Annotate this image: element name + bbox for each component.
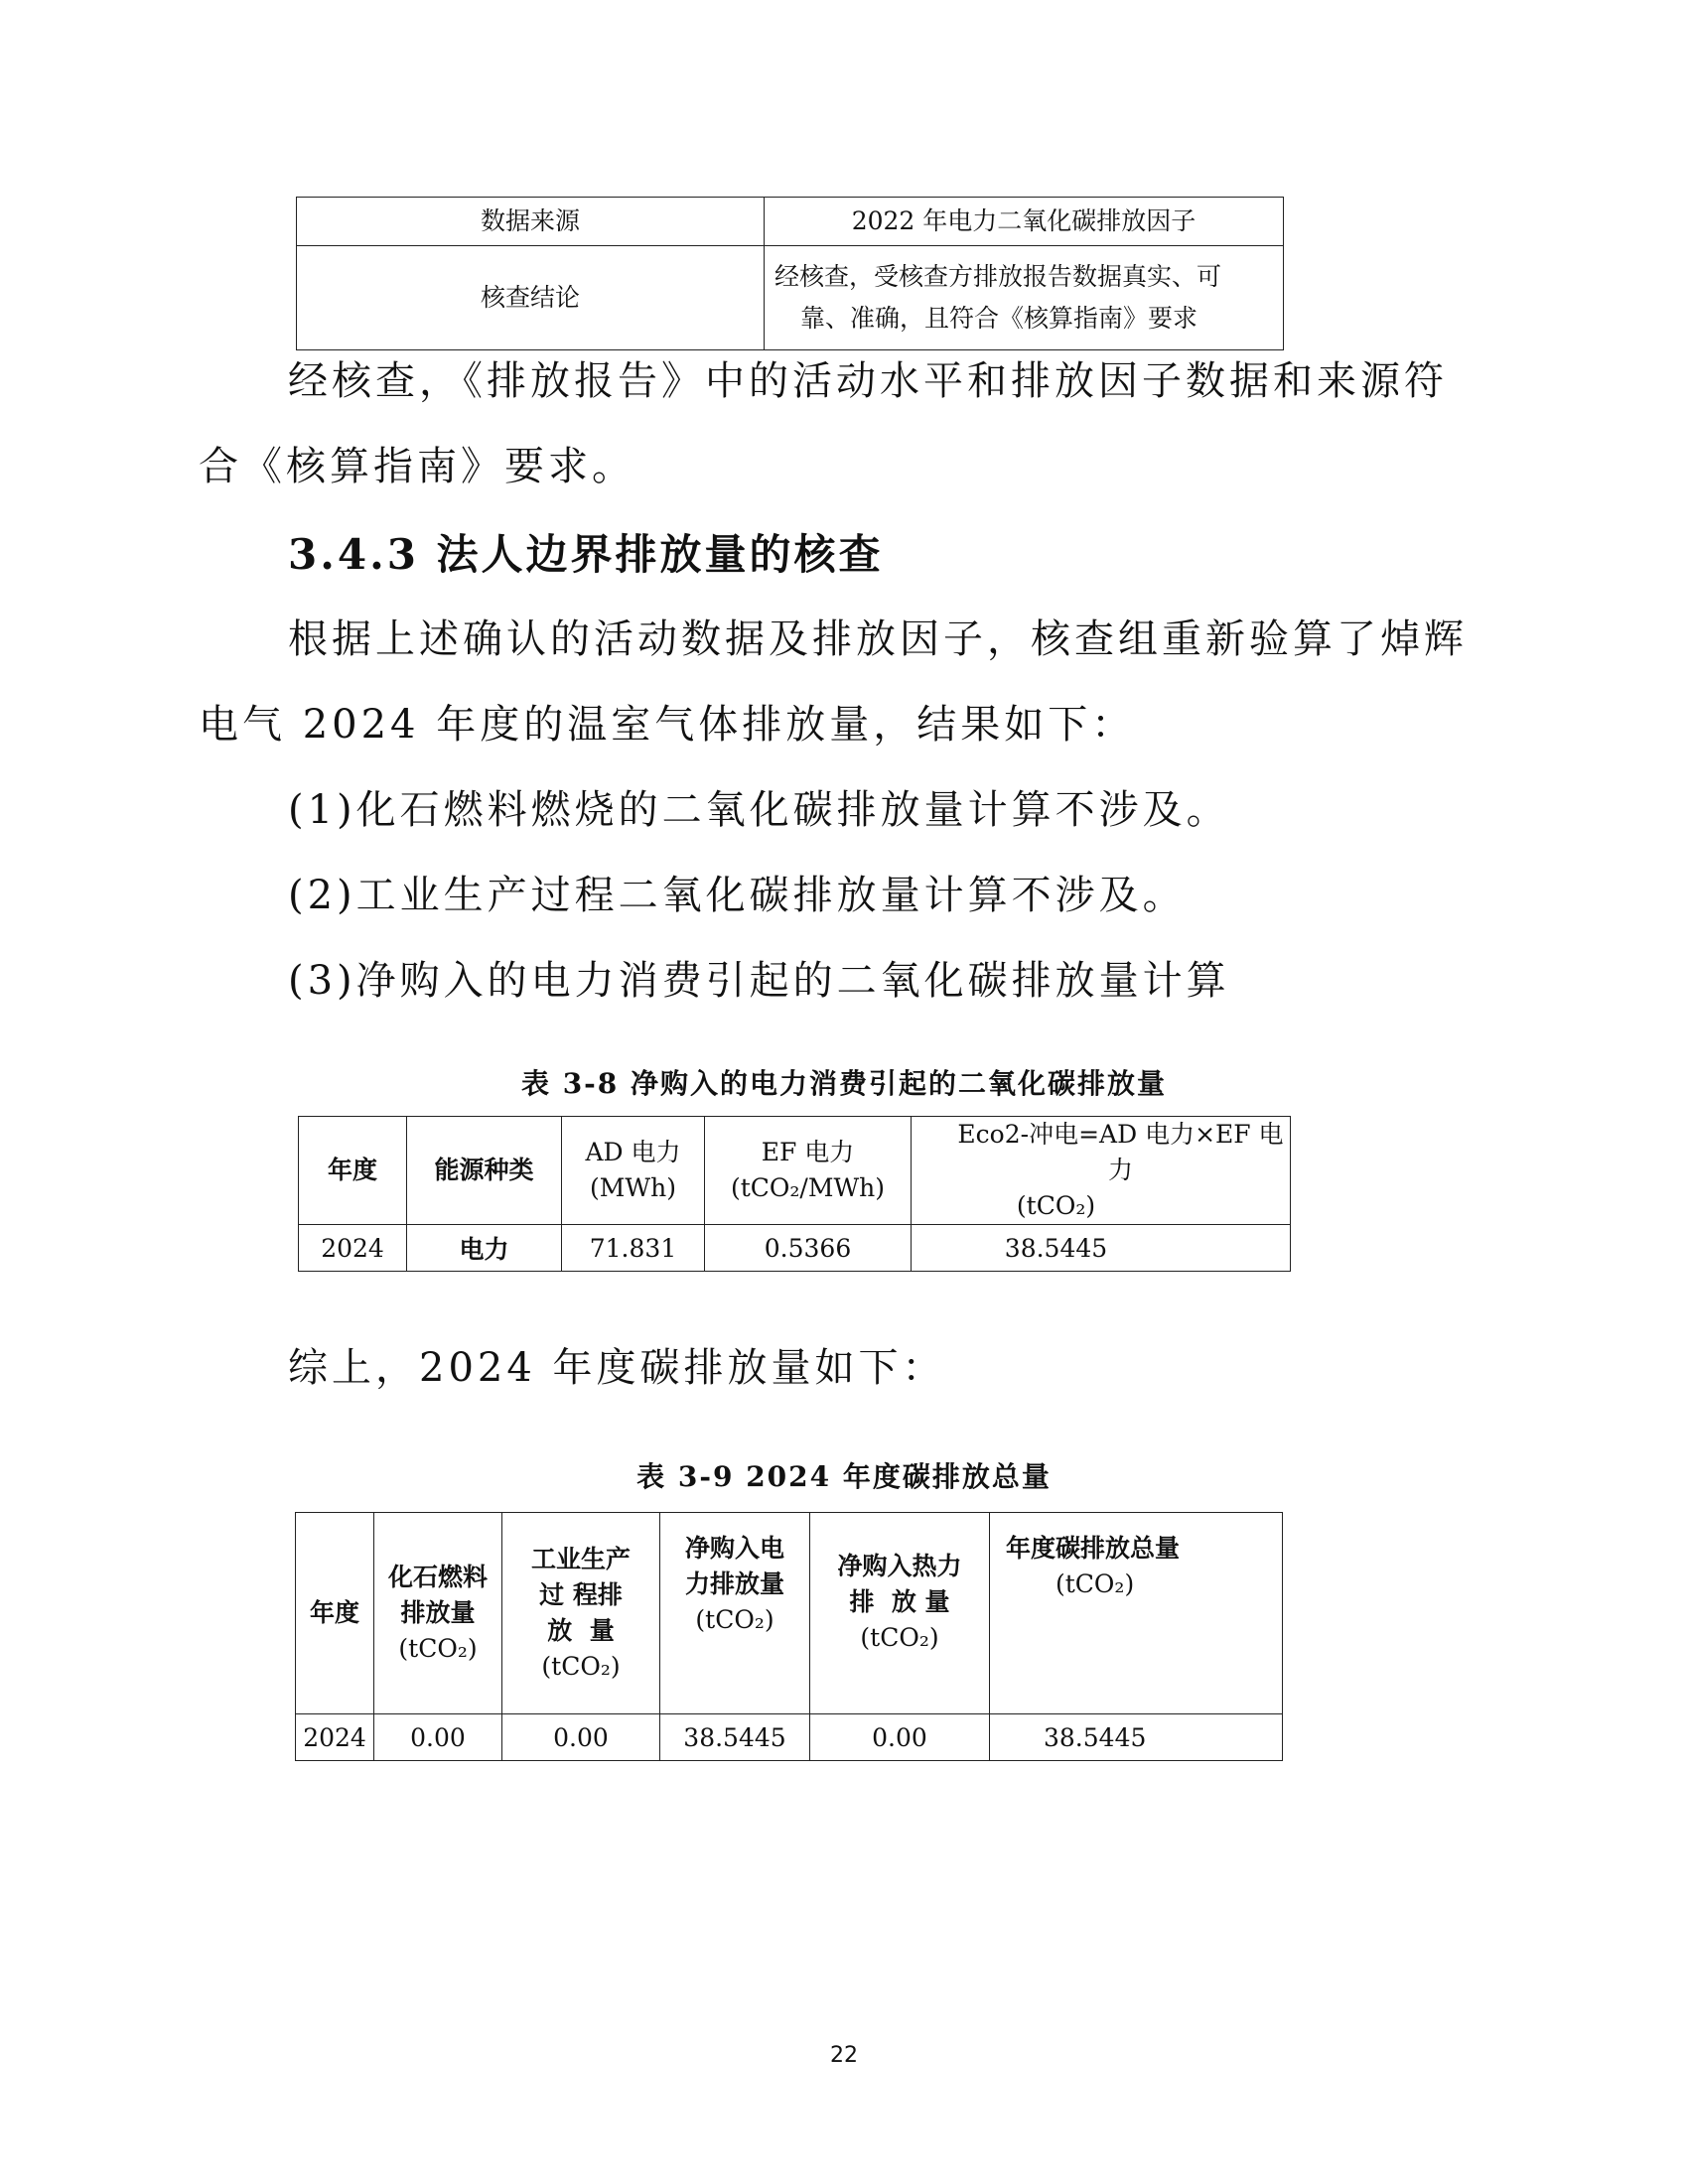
list-item: (2)工业生产过程二氧化碳排放量计算不涉及。 xyxy=(288,873,1187,918)
page-number: 22 xyxy=(830,2043,858,2068)
header-ef xyxy=(705,1117,912,1225)
header-fossil-line-2: 排放量 xyxy=(400,1598,476,1627)
table-row xyxy=(299,1225,1291,1272)
header-total-line-1: 年度碳排放总量 xyxy=(1006,1534,1181,1563)
paragraph-line: 电气 2024 年度的温室气体排放量，结果如下： xyxy=(199,702,1136,748)
conclusion-line-1: 经核查，受核查方排放报告数据真实、可 xyxy=(774,262,1222,291)
header-total xyxy=(990,1513,1283,1714)
cell-year: 2024 xyxy=(296,1714,374,1761)
table-row xyxy=(297,246,1284,350)
header-industry xyxy=(502,1513,660,1714)
total-emission-table xyxy=(295,1512,1283,1761)
verification-table xyxy=(296,197,1284,350)
electricity-emission-table xyxy=(298,1116,1291,1272)
cell-heat: 0.00 xyxy=(810,1714,990,1761)
header-heat-line-1: 净购入热力 xyxy=(837,1552,962,1580)
header-industry-line-4: (tCO₂) xyxy=(541,1652,621,1681)
paragraph-line: 经核查，《排放报告》中的活动水平和排放因子数据和来源符 xyxy=(288,358,1448,404)
cell-total: 38.5445 xyxy=(990,1714,1283,1761)
table-header-row xyxy=(296,1513,1283,1714)
paragraph-line: 综上，2024 年度碳排放量如下： xyxy=(288,1345,946,1391)
paragraph-line: 合《核算指南》要求。 xyxy=(199,444,635,489)
table-row xyxy=(297,198,1284,246)
list-item: (1)化石燃料燃烧的二氧化碳排放量计算不涉及。 xyxy=(288,787,1230,833)
table-row xyxy=(296,1714,1283,1761)
paragraph-line: 根据上述确认的活动数据及排放因子，核查组重新验算了焯辉 xyxy=(288,616,1468,662)
conclusion-value xyxy=(765,246,1284,350)
header-electricity xyxy=(660,1513,810,1714)
header-energy-type: 能源种类 xyxy=(407,1117,562,1225)
cell-electricity: 38.5445 xyxy=(660,1714,810,1761)
header-eco2-line-1: Eco2-冲电=AD 电力×EF 电力 xyxy=(957,1120,1284,1184)
header-ad-line-2: (MWh) xyxy=(590,1173,676,1202)
data-source-value: 2022 年电力二氧化碳排放因子 xyxy=(765,198,1284,246)
header-eco2 xyxy=(912,1117,1291,1225)
cell-ef: 0.5366 xyxy=(705,1225,912,1272)
conclusion-label: 核查结论 xyxy=(297,246,765,350)
header-ad xyxy=(562,1117,705,1225)
table-caption: 表 3-8 净购入的电力消费引起的二氧化碳排放量 xyxy=(520,1067,1168,1100)
header-ef-line-1: EF 电力 xyxy=(761,1138,855,1166)
header-heat-line-2: 排 放 量 xyxy=(849,1587,950,1616)
section-heading: 3.4.3 法人边界排放量的核查 xyxy=(288,530,884,579)
table-header-row xyxy=(299,1117,1291,1225)
cell-year: 2024 xyxy=(299,1225,407,1272)
header-fossil xyxy=(374,1513,502,1714)
header-industry-line-1: 工业生产 xyxy=(530,1545,631,1573)
cell-energy: 电力 xyxy=(407,1225,562,1272)
header-industry-line-2: 过 程排 xyxy=(539,1580,623,1609)
header-fossil-line-3: (tCO₂) xyxy=(398,1634,478,1663)
header-ad-line-1: AD 电力 xyxy=(585,1138,681,1166)
cell-ad: 71.831 xyxy=(562,1225,705,1272)
header-heat xyxy=(810,1513,990,1714)
cell-eco2: 38.5445 xyxy=(912,1225,1291,1272)
header-electricity-line-2: 力排放量 xyxy=(684,1570,784,1598)
conclusion-line-2: 靠、准确，且符合《核算指南》要求 xyxy=(800,304,1198,333)
header-total-line-2: (tCO₂) xyxy=(1055,1570,1135,1598)
list-item: (3)净购入的电力消费引起的二氧化碳排放量计算 xyxy=(288,958,1230,1004)
cell-industry: 0.00 xyxy=(502,1714,660,1761)
header-year: 年度 xyxy=(296,1513,374,1714)
header-electricity-line-1: 净购入电 xyxy=(684,1534,784,1563)
header-eco2-line-2: (tCO₂) xyxy=(1016,1191,1096,1220)
header-fossil-line-1: 化石燃料 xyxy=(387,1563,488,1591)
header-industry-line-3: 放 量 xyxy=(547,1616,615,1645)
header-electricity-line-3: (tCO₂) xyxy=(695,1605,774,1634)
table-caption: 表 3-9 2024 年度碳排放总量 xyxy=(636,1460,1052,1493)
data-source-label: 数据来源 xyxy=(297,198,765,246)
header-year: 年度 xyxy=(299,1117,407,1225)
cell-fossil: 0.00 xyxy=(374,1714,502,1761)
header-heat-line-3: (tCO₂) xyxy=(860,1623,939,1652)
header-ef-line-2: (tCO₂/MWh) xyxy=(730,1173,886,1202)
